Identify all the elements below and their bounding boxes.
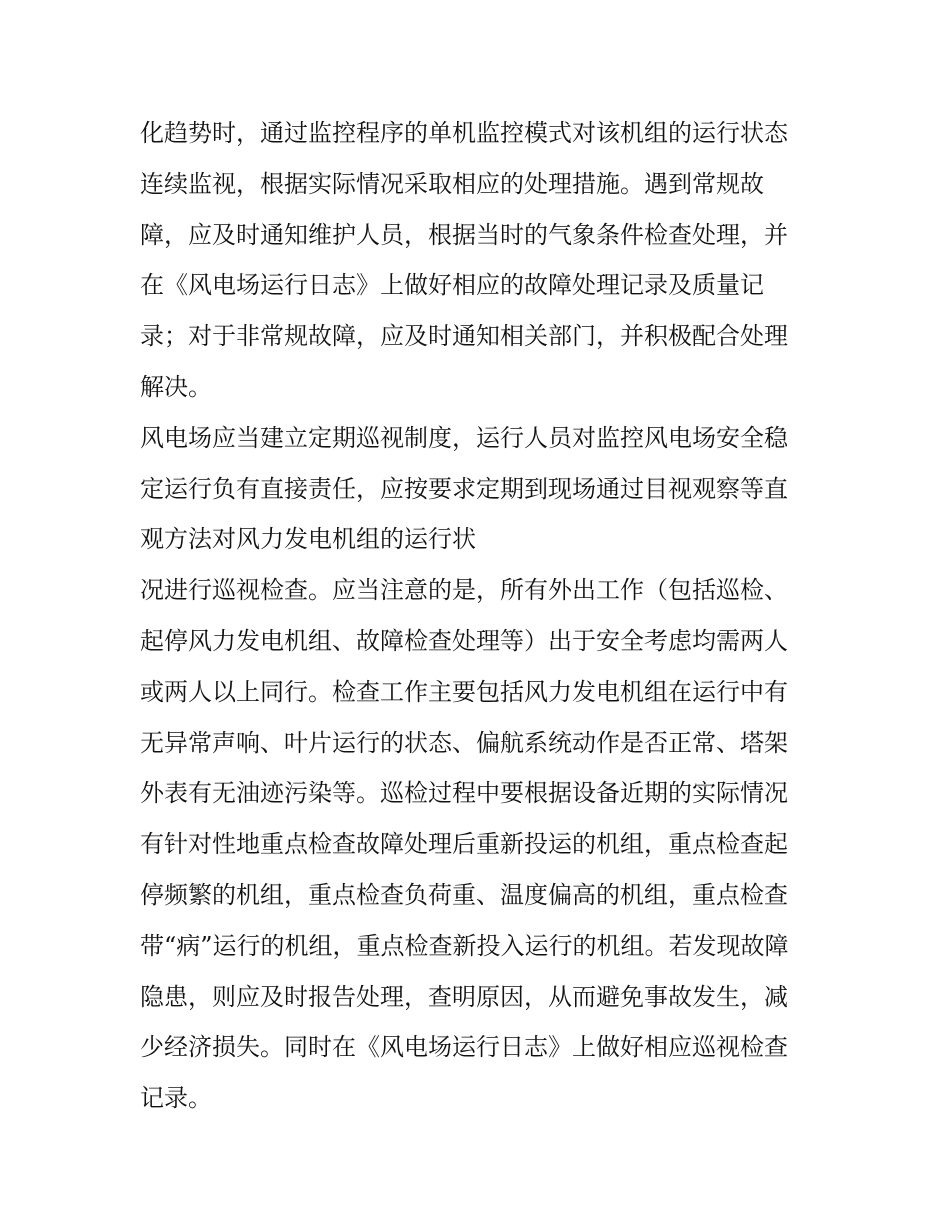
text-line: 隐患，则应及时报告处理，查明原因，从而避免事故发生，减 xyxy=(140,982,788,1011)
text-line: 无异常声响、叶片运行的状态、偏航系统动作是否正常、塔架 xyxy=(140,728,788,757)
text-line: 记录。 xyxy=(140,1084,212,1113)
text-line: 少经济损失。同时在《风电场运行日志》上做好相应巡视检查 xyxy=(140,1033,788,1062)
text-line: 化趋势时，通过监控程序的单机监控模式对该机组的运行状态 xyxy=(140,119,788,147)
text-line: 停频繁的机组，重点检查负荷重、温度偏高的机组，重点检查 xyxy=(140,880,788,909)
text-line: 障，应及时通知维护人员，根据当时的气象条件检查处理，并 xyxy=(140,220,788,249)
text-line: 解决。 xyxy=(140,372,212,401)
text-line: 带“病”运行的机组，重点检查新投入运行的机组。若发现故障 xyxy=(140,931,789,960)
body-text xyxy=(140,108,820,1124)
text-line: 在《风电场运行日志》上做好相应的故障处理记录及质量记 xyxy=(140,271,764,300)
text-line: 定运行负有直接责任，应按要求定期到现场通过目视观察等直 xyxy=(140,474,788,503)
text-line: 外表有无油迹污染等。巡检过程中要根据设备近期的实际情况 xyxy=(140,779,788,808)
text-line: 录；对于非常规故障，应及时通知相关部门，并积极配合处理 xyxy=(140,322,788,351)
text-line: 况进行巡视检查。应当注意的是，所有外出工作（包括巡检、 xyxy=(140,576,788,605)
text-line: 有针对性地重点检查故障处理后重新投运的机组，重点检查起 xyxy=(140,830,788,859)
text-line: 或两人以上同行。检查工作主要包括风力发电机组在运行中有 xyxy=(140,677,788,706)
text-line: 风电场应当建立定期巡视制度，运行人员对监控风电场安全稳 xyxy=(140,423,788,452)
text-line: 观方法对风力发电机组的运行状 xyxy=(140,525,476,554)
text-line: 连续监视，根据实际情况采取相应的处理措施。遇到常规故 xyxy=(140,169,764,198)
text-line: 起停风力发电机组、故障检查处理等）出于安全考虑均需两人 xyxy=(140,626,788,655)
